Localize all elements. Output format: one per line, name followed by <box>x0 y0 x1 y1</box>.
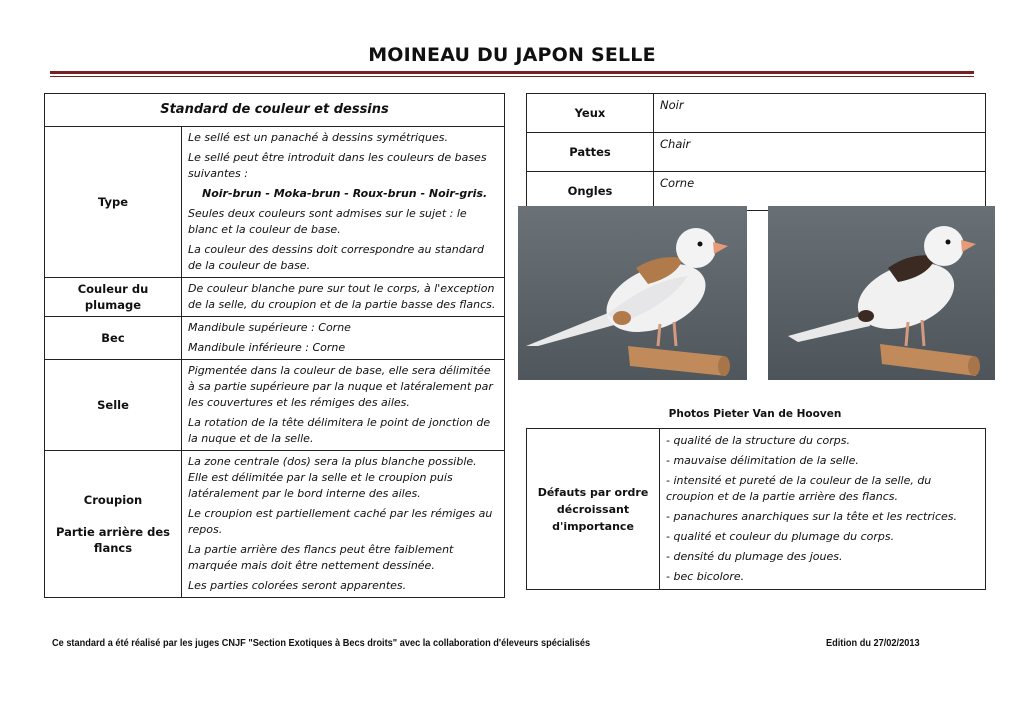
standard-row-type <box>45 127 505 278</box>
description-line: Le croupion est partiellement caché par les rémiges au repos. <box>188 507 493 536</box>
description-line: La couleur des dessins doit correspondre au standard de la couleur de base. <box>188 243 484 272</box>
row-label: Type <box>45 127 182 278</box>
standard-table <box>44 93 505 598</box>
feature-value: Corne <box>654 172 986 211</box>
defects-table <box>526 428 986 590</box>
base-colors-line: Noir-brun - Moka-brun - Roux-brun - Noir-gris. <box>202 187 488 200</box>
title-rule-thick <box>50 71 974 74</box>
bird-photo-1 <box>518 206 747 380</box>
feature-value: Noir <box>654 94 986 133</box>
description-line: Les parties colorées seront apparentes. <box>188 579 407 592</box>
defect-item: - panachures anarchiques sur la tête et les rectrices. <box>666 510 957 523</box>
feature-value: Chair <box>654 133 986 172</box>
description-line: Le sellé peut être introduit dans les couleurs de bases suivantes : <box>188 151 487 180</box>
footer-edition-date: Edition du 27/02/2013 <box>826 638 920 649</box>
row-description <box>182 451 505 598</box>
defects-list <box>660 429 986 590</box>
standard-row-croupion <box>45 451 505 598</box>
row-label: Selle <box>45 360 182 451</box>
defects-label: Défauts par ordre décroissant d'importance <box>527 429 660 590</box>
feature-row <box>527 94 986 133</box>
feature-row <box>527 172 986 211</box>
standard-heading: Standard de couleur et dessins <box>45 94 505 127</box>
description-line: Seules deux couleurs sont admises sur le sujet : le blanc et la couleur de base. <box>188 207 467 236</box>
defect-item: - densité du plumage des joues. <box>666 550 843 563</box>
feature-label: Yeux <box>527 94 654 133</box>
footer-credit: Ce standard a été réalisé par les juges CNJF "Section Exotiques à Becs droits" avec la collaboration d'éleveurs spécialisés <box>52 638 591 649</box>
row-description <box>182 278 505 317</box>
feature-label: Pattes <box>527 133 654 172</box>
photo-credit: Photos Pieter Van de Hooven <box>668 408 842 420</box>
features-table <box>526 93 986 211</box>
row-description <box>182 127 505 278</box>
defect-item: - qualité et couleur du plumage du corps. <box>666 530 895 543</box>
bird-photo-2 <box>768 206 995 380</box>
defect-item: - mauvaise délimitation de la selle. <box>666 454 859 467</box>
row-description <box>182 317 505 360</box>
row-description <box>182 360 505 451</box>
defect-item: - intensité et pureté de la couleur de la selle, du croupion et de la partie arrière des flancs. <box>666 474 932 503</box>
row-label-croupion: Croupion <box>83 493 143 507</box>
standard-row-bec <box>45 317 505 360</box>
description-line: La zone centrale (dos) sera la plus blanche possible. Elle est délimitée par la selle et le croupion puis latéralement par le bord interne des ailes. <box>188 455 477 500</box>
description-line: Mandibule supérieure : Corne <box>188 321 351 334</box>
description-line: De couleur blanche pure sur tout le corps, à l'exception de la selle, du croupion et de la partie basse des flancs. <box>188 282 496 311</box>
description-line: Le sellé est un panaché à dessins symétriques. <box>188 131 449 144</box>
row-label <box>45 451 182 598</box>
standard-row-plumage <box>45 278 505 317</box>
feature-row <box>527 133 986 172</box>
row-label-flancs: Partie arrière des flancs <box>56 525 170 555</box>
description-line: Pigmentée dans la couleur de base, elle sera délimitée à sa partie supérieure par la nuque et latéralement par les couvertures et les rémiges des ailes. <box>188 364 493 409</box>
defect-item: - qualité de la structure du corps. <box>666 434 851 447</box>
description-line: Mandibule inférieure : Corne <box>188 341 346 354</box>
feature-label: Ongles <box>527 172 654 211</box>
standard-row-selle <box>45 360 505 451</box>
row-label: Couleur du plumage <box>45 278 182 317</box>
row-label: Bec <box>45 317 182 360</box>
title-rule-thin <box>50 76 974 77</box>
description-line: La partie arrière des flancs peut être faiblement marquée mais doit être nettement dessinée. <box>188 543 454 572</box>
description-line: La rotation de la tête délimitera le point de jonction de la nuque et de la selle. <box>188 416 491 445</box>
page-title: MOINEAU DU JAPON SELLE <box>368 44 656 66</box>
defect-item: - bec bicolore. <box>666 570 745 583</box>
